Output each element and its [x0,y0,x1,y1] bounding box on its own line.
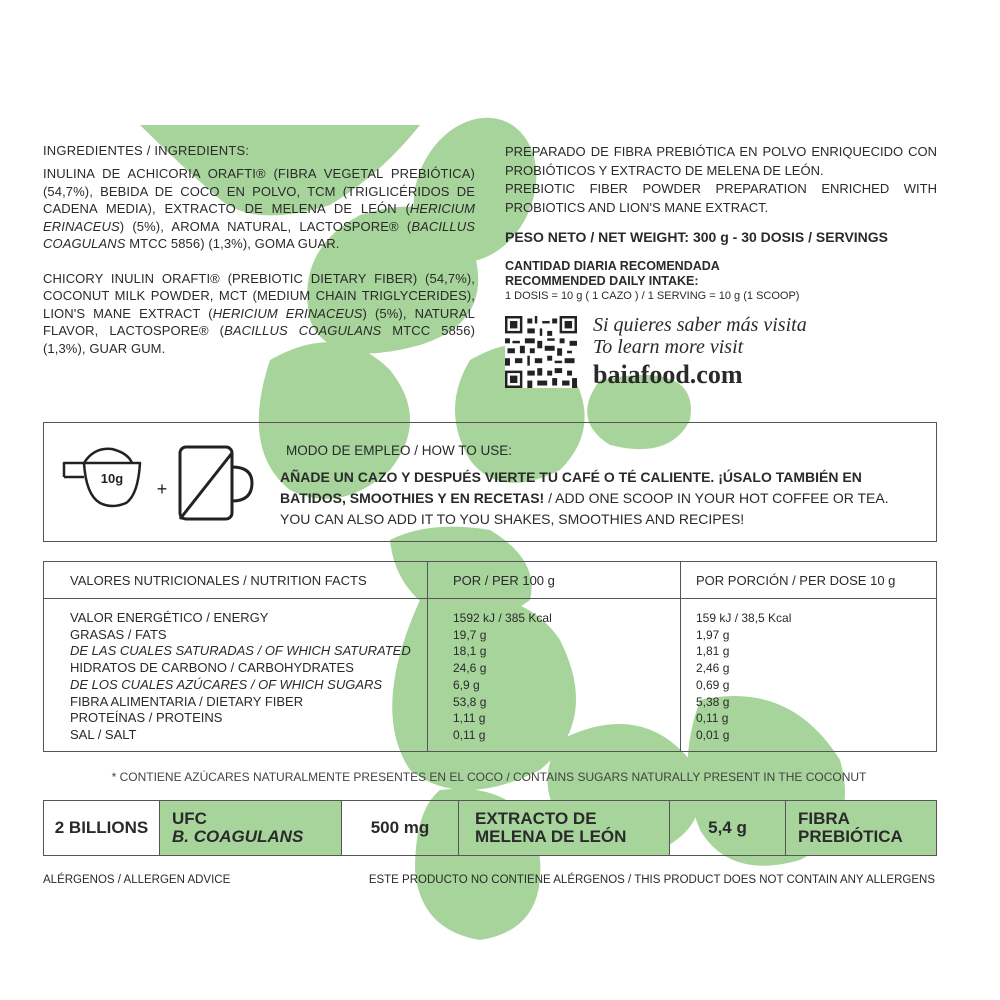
claim-extract-label: EXTRACTO DE MELENA DE LEÓN [459,801,670,855]
nutrition-per100-values [453,610,552,744]
product-description-en: PREBIOTIC FIBER POWDER PREPARATION ENRICHED WITH PROBIOTICS AND LION'S MANE EXTRACT. [505,181,937,215]
nutrition-table [43,561,937,752]
table-row-label: GRASAS / FATS [70,626,167,642]
how-to-use-text: AÑADE UN CAZO Y DESPUÉS VIERTE TU CAFÉ O TÉ CALIENTE. ¡ÚSALO TAMBIÉN EN BATIDOS, SMOOTHIES Y EN RECETAS! / ADD ONE SCOOP IN YOUR HOT COFFEE OR TEA. YOU CAN ALSO ADD IT TO YOU SHAKES, SMOOTHIES AND RECIPES! [280,469,889,527]
table-row-label: PROTEÍNAS / PROTEINS [70,710,223,726]
how-to-use-box [43,422,937,542]
table-cell: 159 kJ / 38,5 Kcal [696,611,792,625]
table-row-label: DE LAS CUALES SATURADAS / OF WHICH SATURATED [70,643,411,659]
product-description-es: PREPARADO DE FIBRA PREBIÓTICA EN POLVO ENRIQUECIDO CON PROBIÓTICOS Y EXTRACTO DE MELENA DE LEÓN. [505,144,937,178]
table-row-label: HIDRATOS DE CARBONO / CARBOHYDRATES [70,660,354,676]
net-weight: PESO NETO / NET WEIGHT: 300 g - 30 DOSIS / SERVINGS [505,229,889,245]
nutrition-header-per100: POR / PER 100 g [453,573,555,588]
claim-fiber-label: FIBRA PREBIÓTICA [786,801,936,855]
table-cell: 5,38 g [696,694,730,709]
scoop-label: 10g [100,471,124,486]
qr-code-icon[interactable] [505,316,577,388]
allergen-label: ALÉRGENOS / ALLERGEN ADVICE [43,874,231,886]
claim-cfu-value: 2 BILLIONS [44,801,160,855]
ingredients-en: CHICORY INULIN ORAFTI® (PREBIOTIC DIETARY FIBER) (54,7%), COCONUT MILK POWDER, MCT (MEDIUM CHAIN TRIGLYCERIDES), LION'S MANE EXTRACT (HERICIUM ERINACEUS) (5%), NATURAL FLAVOR, LACTOSPORE® (BACILLUS COAGULANS MTCC 5856) (1,3%), GUAR GUM. [43,270,475,356]
table-cell: 1,97 g [696,627,730,642]
visit-en: To learn more visit [593,336,744,358]
scoop-and-mug-icons [60,443,260,529]
nutrition-header-perdose: POR PORCIÓN / PER DOSE 10 g [696,573,896,588]
table-cell: 18,1 g [453,644,487,659]
table-cell: 19,7 g [453,627,487,642]
website-link[interactable]: baiafood.com [593,360,743,389]
claims-strip [43,800,937,856]
table-cell: 1,81 g [696,644,730,659]
table-row-label: DE LOS CUALES AZÚCARES / OF WHICH SUGARS [70,676,383,692]
allergen-text: ESTE PRODUCTO NO CONTIENE ALÉRGENOS / THIS PRODUCT DOES NOT CONTAIN ANY ALLERGENS [368,874,935,886]
table-cell: 6,9 g [453,677,480,692]
table-cell: 2,46 g [696,661,730,676]
sugar-footnote: * CONTIENE AZÚCARES NATURALMENTE PRESENTES EN EL COCO / CONTAINS SUGARS NATURALLY PRESENT IN THE COCONUT [111,770,867,784]
mug-icon [180,447,252,519]
visit-es: Si quieres saber más visita [593,314,807,336]
ingredients-es: INULINA DE ACHICORIA ORAFTI® (FIBRA VEGETAL PREBIÓTICA) (54,7%), BEBIDA DE COCO EN POLVO, TCM (TRIGLICÉRIDOS DE CADENA MEDIA), EXTRACTO DE MELENA DE LEÓN (HERICIUM ERINACEUS) (5%), AROMA NATURAL, LACTOSPORE® (BACILLUS COAGULANS MTCC 5856) (1,3%), GOMA GUAR. [43,166,475,251]
ingredients-section [43,143,475,374]
table-row-label: SAL / SALT [70,726,137,742]
daily-intake-en: RECOMMENDED DAILY INTAKE: [505,274,699,288]
dose-info: 1 DOSIS = 10 g ( 1 CAZO ) / 1 SERVING = 10 g (1 SCOOP) [505,290,800,302]
plus-sign: + [156,479,168,499]
allergen-advice [43,874,935,886]
ingredients-title: INGREDIENTES / INGREDIENTS: [43,143,250,158]
table-row-label: FIBRA ALIMENTARIA / DIETARY FIBER [70,693,304,709]
visit-text [593,314,807,390]
claim-cfu-label: UFC B. COAGULANS [160,801,342,855]
table-cell: 24,6 g [453,661,487,676]
how-to-use-title: MODO DE EMPLEO / HOW TO USE: [286,443,513,458]
claim-fiber-value: 5,4 g [670,801,786,855]
table-cell: 0,69 g [696,677,730,692]
nutrition-perdose-values [696,610,791,744]
product-info [505,143,937,390]
nutrition-header-label: VALORES NUTRICIONALES / NUTRITION FACTS [70,573,367,588]
table-cell: 0,01 g [696,727,730,742]
table-cell: 0,11 g [453,727,486,742]
table-row-label: VALOR ENERGÉTICO / ENERGY [70,610,269,625]
nutrition-labels [70,610,411,744]
daily-intake-es: CANTIDAD DIARIA RECOMENDADA [505,259,720,273]
table-cell: 1592 kJ / 385 Kcal [453,611,552,625]
claim-extract-value: 500 mg [342,801,459,855]
table-cell: 1,11 g [453,711,486,726]
table-cell: 53,8 g [453,694,487,709]
table-cell: 0,11 g [696,711,729,726]
